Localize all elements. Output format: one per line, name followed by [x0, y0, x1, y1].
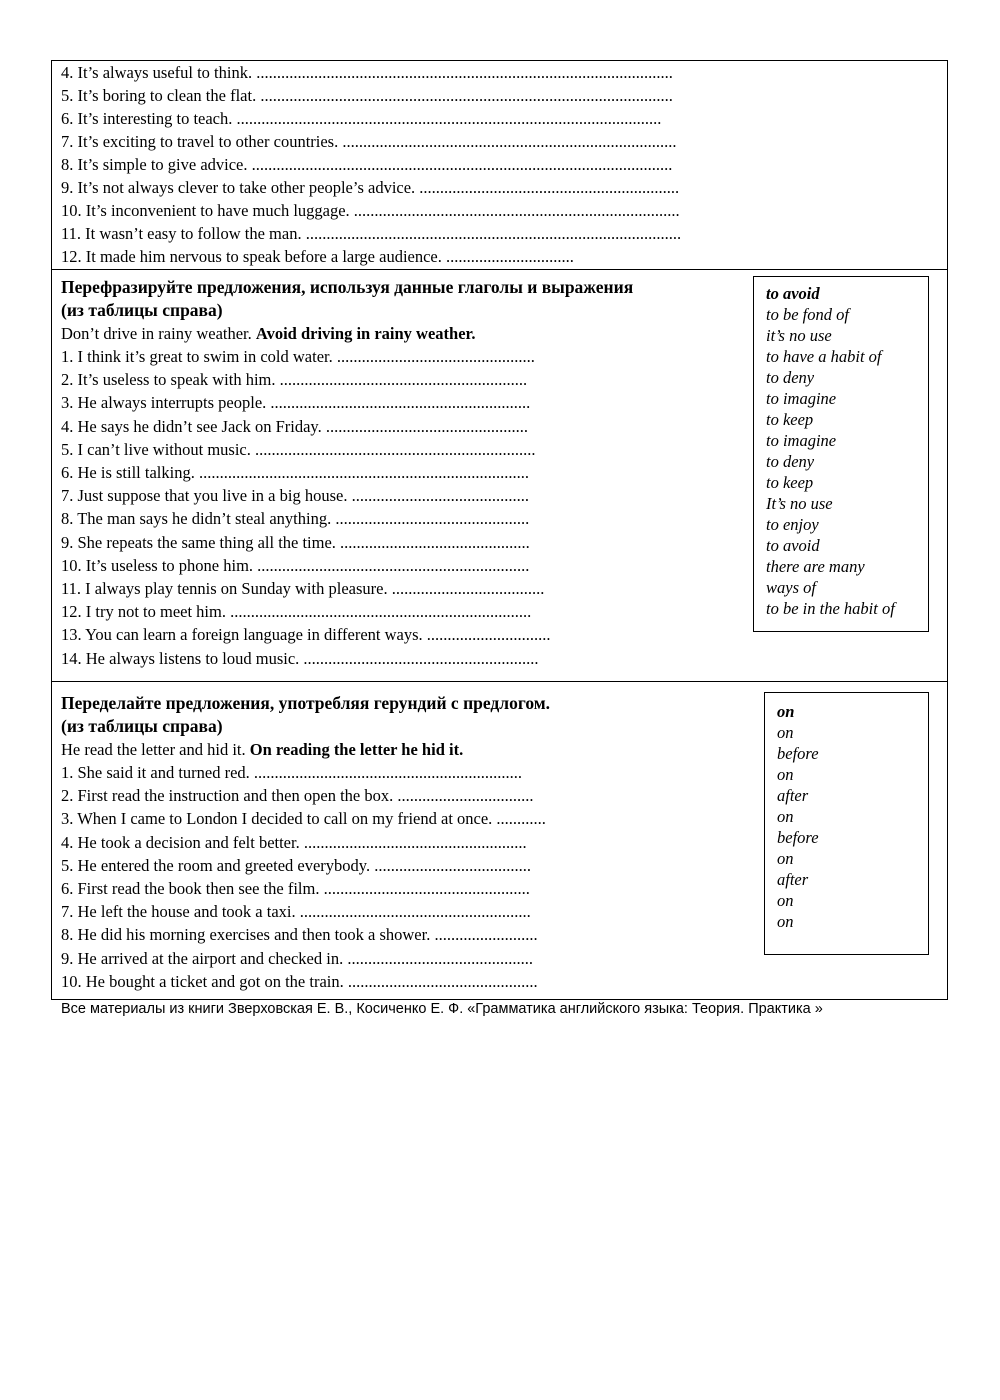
- example-sentence: Don’t drive in rainy weather.: [61, 324, 256, 343]
- exercise-item: 6. It’s interesting to teach. .......................................................................................................: [61, 109, 662, 128]
- word-option: on: [777, 765, 794, 784]
- word-option: to be in the habit of: [766, 599, 895, 618]
- section-3-example: [61, 738, 463, 761]
- word-option: to have a habit of: [766, 347, 882, 366]
- exercise-item: 3. He always interrupts people. ...............................................................: [61, 393, 531, 413]
- exercise-item: 10. It’s useless to phone him. ..................................................................: [61, 555, 530, 575]
- exercise-item: 9. He arrived at the airport and checked in. .............................................: [61, 948, 533, 968]
- exercise-item: 5. I can’t live without music. ....................................................................: [61, 439, 536, 459]
- exercise-item: 8. It’s simple to give advice. ......................................................................................................: [61, 155, 673, 174]
- word-option: to imagine: [766, 431, 837, 450]
- exercise-item: 6. First read the book then see the film. ..................................................: [61, 879, 530, 898]
- exercise-item: 8. The man says he didn’t steal anything. ...............................................: [61, 509, 530, 529]
- exercise-item: 7. Just suppose that you live in a big house. ...........................................: [61, 486, 529, 506]
- section-2-title-line-2: (из таблицы справа): [61, 300, 223, 320]
- section-exercise-3: [52, 681, 947, 999]
- exercise-item: 9. It’s not always clever to take other people’s advice. ...............................................................: [61, 178, 680, 197]
- word-option: to enjoy: [766, 515, 819, 534]
- example-answer: On reading the letter he hid it.: [249, 740, 464, 759]
- word-option: after: [777, 870, 809, 889]
- word-option: on: [777, 702, 795, 721]
- word-option: before: [777, 744, 819, 763]
- exercise-item: 5. He entered the room and greeted everybody. ......................................: [61, 855, 531, 875]
- exercise-item: 3. When I came to London I decided to call on my friend at once. ............: [61, 809, 546, 829]
- word-option: before: [777, 828, 819, 847]
- exercise-item: 2. First read the instruction and then open the box. .................................: [61, 786, 534, 806]
- section-3-title-line-1: Переделайте предложения, употребляя герундий с предлогом.: [61, 693, 551, 713]
- section-3-title-line-2: (из таблицы справа): [61, 716, 223, 736]
- word-option: to avoid: [766, 284, 820, 303]
- word-option: on: [777, 723, 794, 742]
- exercise-item: 7. He left the house and took a taxi. ........................................................: [61, 902, 531, 922]
- word-option: on: [777, 849, 794, 868]
- example-answer: Avoid driving in rainy weather.: [255, 324, 476, 343]
- exercise-item: 2. It’s useless to speak with him. ............................................................: [61, 370, 528, 390]
- exercise-item: 1. I think it’s great to swim in cold water. ................................................: [61, 347, 535, 366]
- word-option: there are many: [766, 557, 865, 576]
- section-2-title-line-1: Перефразируйте предложения, используя данные глаголы и выражения: [61, 277, 634, 297]
- word-option: to keep: [766, 473, 814, 492]
- word-option: it’s no use: [766, 326, 832, 345]
- exercise-item: 12. I try not to meet him. .........................................................................: [61, 602, 532, 622]
- source-footer: Все материалы из книги Зверховская Е. В., Косиченко Е. Ф. «Грамматика английского языка: Теория. Практика »: [61, 1001, 823, 1017]
- section-3-word-box: [764, 692, 929, 955]
- section-exercise-1: [52, 61, 947, 269]
- exercise-item: 14. He always listens to loud music. .........................................................: [61, 648, 539, 668]
- word-option: ways of: [766, 578, 816, 597]
- exercise-item: 9. She repeats the same thing all the time. ..............................................: [61, 532, 530, 552]
- exercise-item: 10. He bought a ticket and got on the train. ..............................................: [61, 971, 538, 991]
- exercise-item: 12. It made him nervous to speak before a large audience. ...............................: [61, 247, 574, 266]
- section-exercise-2: [52, 269, 947, 681]
- exercise-item: 6. He is still talking. ................................................................................: [61, 463, 529, 482]
- section-2-word-box: [753, 276, 929, 632]
- exercise-item: 4. He says he didn’t see Jack on Friday. .................................................: [61, 416, 528, 436]
- exercise-item: 10. It’s inconvenient to have much luggage. ...............................................................................: [61, 201, 680, 220]
- word-option: to deny: [766, 452, 815, 471]
- example-sentence: He read the letter and hid it.: [61, 740, 250, 759]
- exercise-item: 11. It wasn’t easy to follow the man. ...........................................................................................: [61, 224, 682, 243]
- exercise-item: 11. I always play tennis on Sunday with pleasure. .....................................: [61, 579, 545, 598]
- exercise-item: 1. She said it and turned red. .................................................................: [61, 763, 523, 782]
- word-option: on: [777, 891, 794, 910]
- exercise-item: 4. He took a decision and felt better. ......................................................: [61, 832, 527, 852]
- word-option: on: [777, 912, 794, 931]
- word-option: to keep: [766, 410, 814, 429]
- word-option: It’s no use: [766, 494, 833, 513]
- exercise-item: 8. He did his morning exercises and then took a shower. .........................: [61, 925, 538, 945]
- section-2-example: [61, 322, 475, 345]
- word-option: after: [777, 786, 809, 805]
- exercise-item: 5. It’s boring to clean the flat. ....................................................................................................: [61, 86, 673, 105]
- word-option: to imagine: [766, 389, 837, 408]
- exercise-item: 7. It’s exciting to travel to other countries. .................................................................................: [61, 132, 677, 151]
- word-option: to be fond of: [766, 305, 849, 324]
- word-option: to avoid: [766, 536, 820, 555]
- word-option: on: [777, 807, 794, 826]
- word-option: to deny: [766, 368, 815, 387]
- exercise-item: 13. You can learn a foreign language in different ways. ..............................: [61, 625, 551, 645]
- exercise-item: 4. It’s always useful to think. .....................................................................................................: [61, 63, 673, 82]
- worksheet-frame: [51, 60, 948, 1000]
